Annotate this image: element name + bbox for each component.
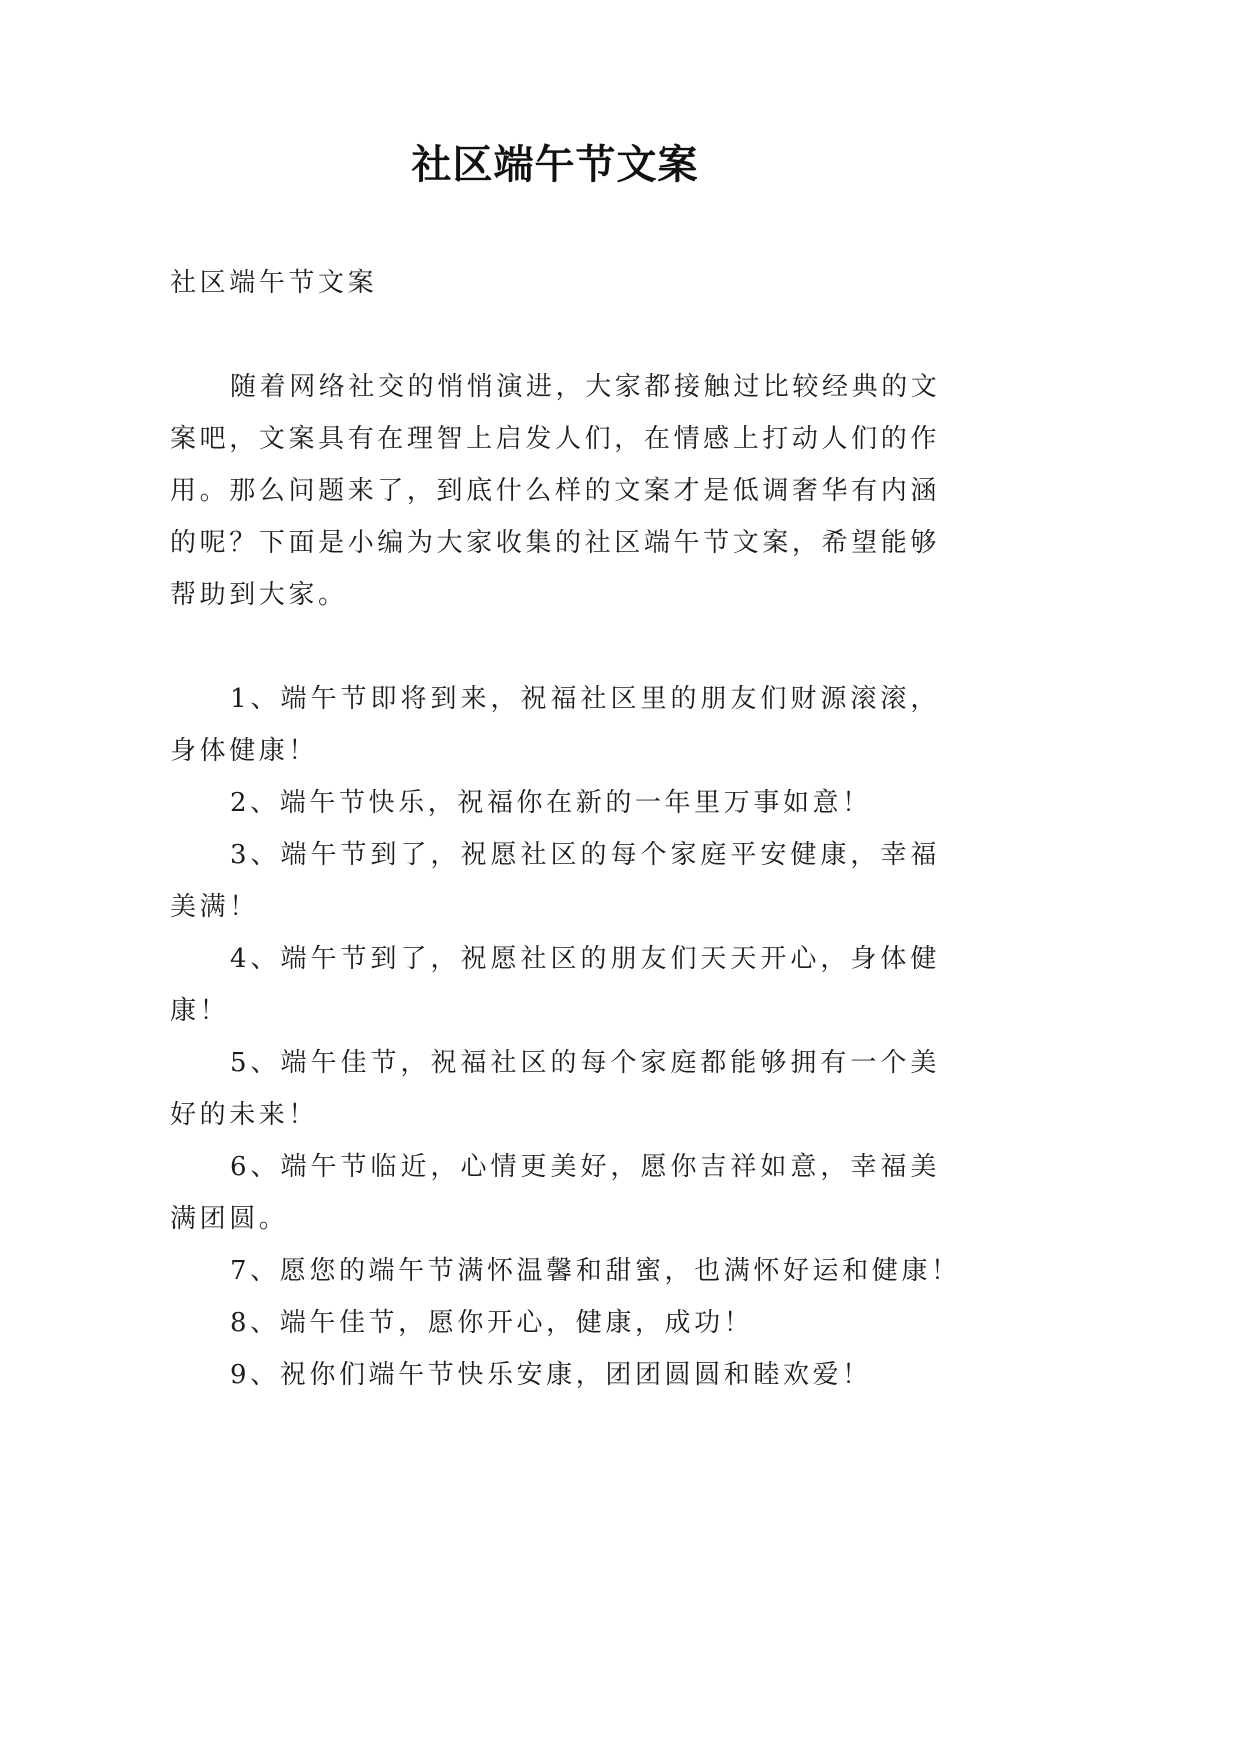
wish-line: 6、端午节临近，心情更美好，愿你吉祥如意，幸福美 [230,1152,940,1182]
wish-line: 1、端午节即将到来，祝福社区里的朋友们财源滚滚， [230,684,940,714]
wish-item [170,829,940,933]
intro-line: 用。那么问题来了，到底什么样的文案才是低调奢华有内涵 [170,476,940,506]
wish-item [170,673,940,777]
wish-item [170,1245,961,1297]
wish-line: 身体健康！ [170,736,319,766]
wish-line: 4、端午节到了，祝愿社区的朋友们天天开心，身体健 [230,944,940,974]
intro-line: 帮助到大家。 [170,580,348,610]
wish-line: 2、端午节快乐，祝福你在新的一年里万事如意！ [230,788,872,818]
wish-item [170,1349,940,1401]
wish-line: 美满！ [170,892,259,922]
wish-line: 康！ [170,996,230,1026]
wish-line: 好的未来！ [170,1100,319,1130]
wish-item [170,933,940,1037]
wish-item [170,777,940,829]
wish-line: 8、端午佳节，愿你开心，健康，成功！ [230,1308,754,1338]
intro-line: 随着网络社交的悄悄演进，大家都接触过比较经典的文 [230,372,941,402]
intro-paragraph [170,361,940,621]
document-title: 社区端午节文案 [411,141,699,188]
intro-line: 案吧，文案具有在理智上启发人们，在情感上打动人们的作 [170,424,940,454]
wish-line: 9、祝你们端午节快乐安康，团团圆圆和睦欢爱！ [230,1360,872,1390]
wish-item [170,1141,940,1245]
wish-line: 5、端午佳节，祝福社区的每个家庭都能够拥有一个美 [230,1048,940,1078]
document-body [170,257,961,1401]
intro-line: 的呢？下面是小编为大家收集的社区端午节文案，希望能够 [170,528,940,558]
wish-line: 满团圆。 [170,1204,289,1234]
document-subtitle: 社区端午节文案 [170,268,378,298]
wish-list [170,673,961,1401]
wish-item [170,1297,940,1349]
wish-line: 7、愿您的端午节满怀温馨和甜蜜，也满怀好运和健康！ [230,1256,961,1286]
wish-item [170,1037,940,1141]
wish-line: 3、端午节到了，祝愿社区的每个家庭平安健康，幸福 [230,840,940,870]
